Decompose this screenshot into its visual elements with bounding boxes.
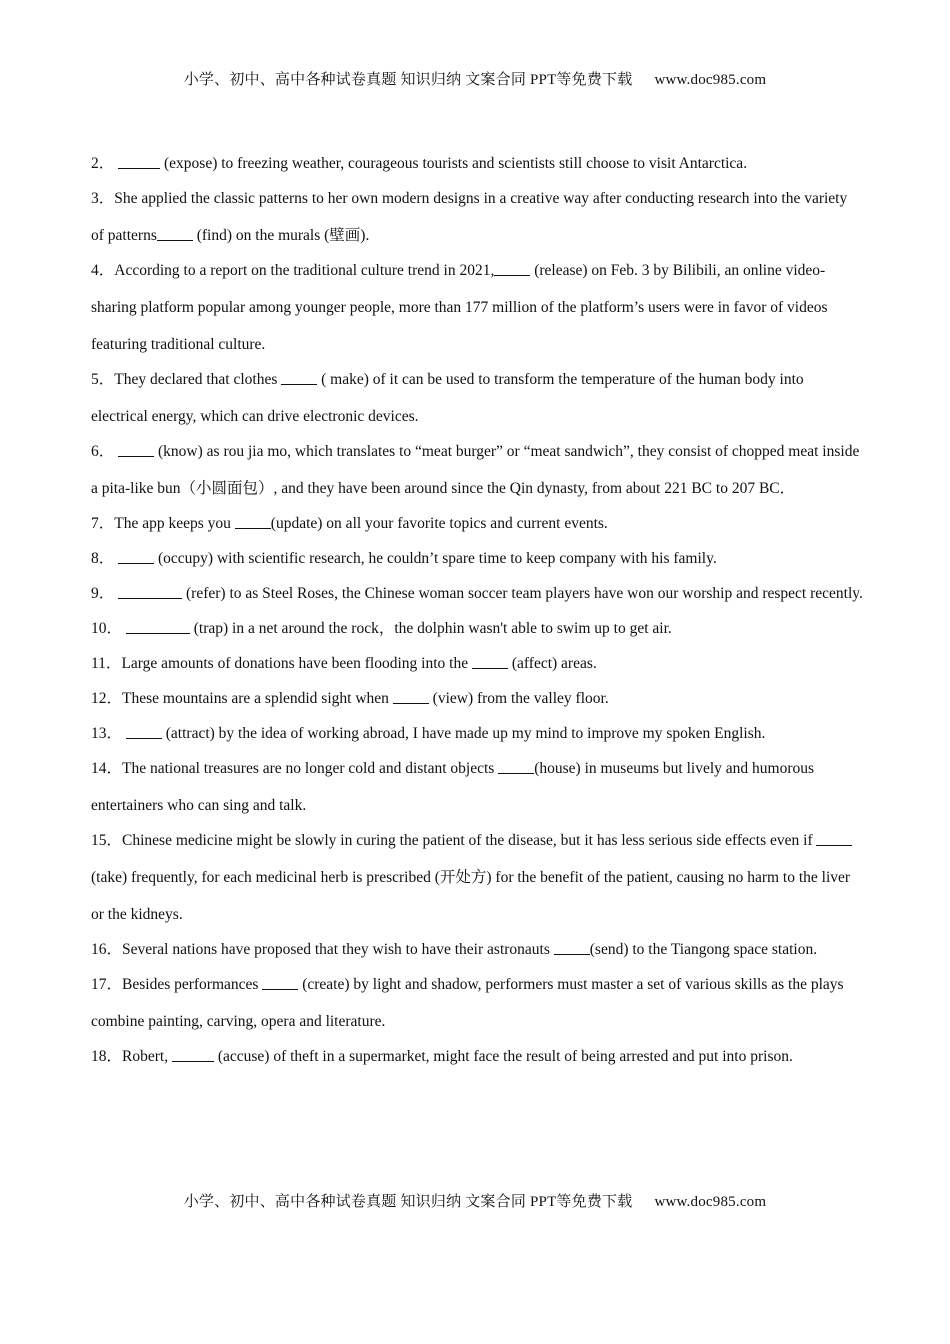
header-text: 小学、初中、高中各种试卷真题 知识归纳 文案合同 PPT等免费下载 — [183, 72, 633, 88]
question-number: 16． — [91, 941, 123, 958]
question-text: (release) on Feb. 3 by Bilibili, an online video-sharing platform popular among younger people, more than 177 million of the platform’s users were in favor of videos featuring traditional culture. — [91, 262, 828, 353]
question-13 — [91, 715, 863, 752]
answer-blank[interactable] — [172, 1046, 214, 1063]
question-text: ( make) of it can be used to transform the temperature of the human body into electrical energy, which can drive electronic devices. — [91, 371, 804, 425]
question-17 — [91, 966, 863, 1040]
question-number: 11． — [91, 655, 122, 672]
question-2 — [91, 145, 863, 182]
question-number: 14． — [91, 760, 123, 777]
answer-blank[interactable] — [554, 939, 590, 956]
question-text: (attract) by the idea of working abroad, I have made up my mind to improve my spoken English. — [161, 725, 766, 742]
question-5 — [91, 361, 863, 435]
question-list — [91, 145, 863, 1073]
question-text: (know) as rou jia mo, which translates to “meat burger” or “meat sandwich”, they consist of chopped meat inside a pita-like bun（小圆面包）, and they have been around since the Qin dynasty, from about 221 BC to 207 BC． — [91, 443, 860, 497]
answer-blank[interactable] — [816, 830, 852, 847]
question-number: 2． — [91, 155, 115, 172]
question-14 — [91, 750, 863, 824]
answer-blank[interactable] — [498, 758, 534, 775]
question-text: (view) from the valley floor. — [428, 690, 609, 707]
question-number: 13． — [91, 725, 123, 742]
answer-blank[interactable] — [494, 260, 530, 277]
question-number: 17． — [91, 976, 123, 993]
question-12 — [91, 680, 863, 717]
answer-blank[interactable] — [118, 583, 182, 600]
question-text: Chinese medicine might be slowly in curing the patient of the disease, but it has less serious side effects even if — [122, 832, 817, 849]
answer-blank[interactable] — [235, 513, 271, 530]
question-text: Several nations have proposed that they wish to have their astronauts — [122, 941, 554, 958]
question-11 — [91, 645, 863, 682]
question-number: 9． — [91, 585, 115, 602]
answer-blank[interactable] — [472, 653, 508, 670]
question-number: 18． — [91, 1048, 123, 1065]
answer-blank[interactable] — [118, 548, 154, 565]
question-text: She applied the classic patterns to her own modern designs in a creative way after conducting research into the variety of patterns — [91, 190, 848, 244]
question-text: (accuse) of theft in a supermarket, might face the result of being arrested and put into prison. — [213, 1048, 793, 1065]
answer-blank[interactable] — [126, 618, 190, 635]
question-text: These mountains are a splendid sight when — [122, 690, 393, 707]
footer-text: 小学、初中、高中各种试卷真题 知识归纳 文案合同 PPT等免费下载 — [183, 1194, 633, 1210]
answer-blank[interactable] — [118, 153, 160, 170]
question-text: (find) on the murals (壁画). — [192, 227, 370, 244]
question-number: 6． — [91, 443, 115, 460]
question-text: (affect) areas. — [507, 655, 597, 672]
question-text: (house) in museums but lively and humorous entertainers who can sing and talk. — [91, 760, 815, 814]
question-number: 10． — [91, 620, 123, 637]
page-header — [0, 68, 950, 89]
question-10 — [91, 610, 863, 647]
page-footer — [0, 1190, 950, 1211]
question-text: Besides performances — [122, 976, 263, 993]
answer-blank[interactable] — [393, 688, 429, 705]
answer-blank[interactable] — [118, 441, 154, 458]
answer-blank[interactable] — [157, 225, 193, 242]
question-8 — [91, 540, 863, 577]
question-text: (occupy) with scientific research, he couldn’t spare time to keep company with his family. — [154, 550, 717, 567]
question-text: (trap) in a net around the rock，the dolphin wasn't able to swim up to get air. — [189, 620, 672, 637]
question-text: They declared that clothes — [114, 371, 282, 388]
question-text: According to a report on the traditional culture trend in 2021, — [114, 262, 495, 279]
question-15 — [91, 822, 863, 933]
question-7 — [91, 505, 863, 542]
header-site-link[interactable]: www.doc985.com — [654, 72, 767, 88]
question-4 — [91, 252, 863, 363]
question-text: (update) on all your favorite topics and current events. — [270, 515, 608, 532]
question-number: 8． — [91, 550, 115, 567]
answer-blank[interactable] — [262, 974, 298, 991]
question-number: 7． — [91, 515, 115, 532]
question-9 — [91, 575, 863, 612]
question-text: Large amounts of donations have been flooding into the — [121, 655, 472, 672]
question-3 — [91, 180, 863, 254]
question-text: The national treasures are no longer cold and distant objects — [122, 760, 499, 777]
question-number: 4． — [91, 262, 115, 279]
question-16 — [91, 931, 863, 968]
question-text: (create) by light and shadow, performers must master a set of various skills as the plays combine painting, carving, opera and literature. — [91, 976, 844, 1030]
question-text: Robert, — [122, 1048, 172, 1065]
question-6 — [91, 433, 863, 507]
answer-blank[interactable] — [126, 723, 162, 740]
question-text: (refer) to as Steel Roses, the Chinese woman soccer team players have won our worship and respect recently. — [182, 585, 863, 602]
question-text: (take) frequently, for each medicinal herb is prescribed (开处方) for the benefit of the patient, causing no harm to the liver or the kidneys. — [91, 869, 851, 923]
question-number: 3． — [91, 190, 115, 207]
question-text: (expose) to freezing weather, courageous tourists and scientists still choose to visit Antarctica. — [160, 155, 748, 172]
question-text: The app keeps you — [114, 515, 235, 532]
question-number: 12． — [91, 690, 123, 707]
question-number: 5． — [91, 371, 115, 388]
question-18 — [91, 1038, 863, 1075]
answer-blank[interactable] — [281, 369, 317, 386]
footer-site-link[interactable]: www.doc985.com — [654, 1194, 767, 1210]
question-text: (send) to the Tiangong space station. — [589, 941, 818, 958]
question-number: 15． — [91, 832, 123, 849]
